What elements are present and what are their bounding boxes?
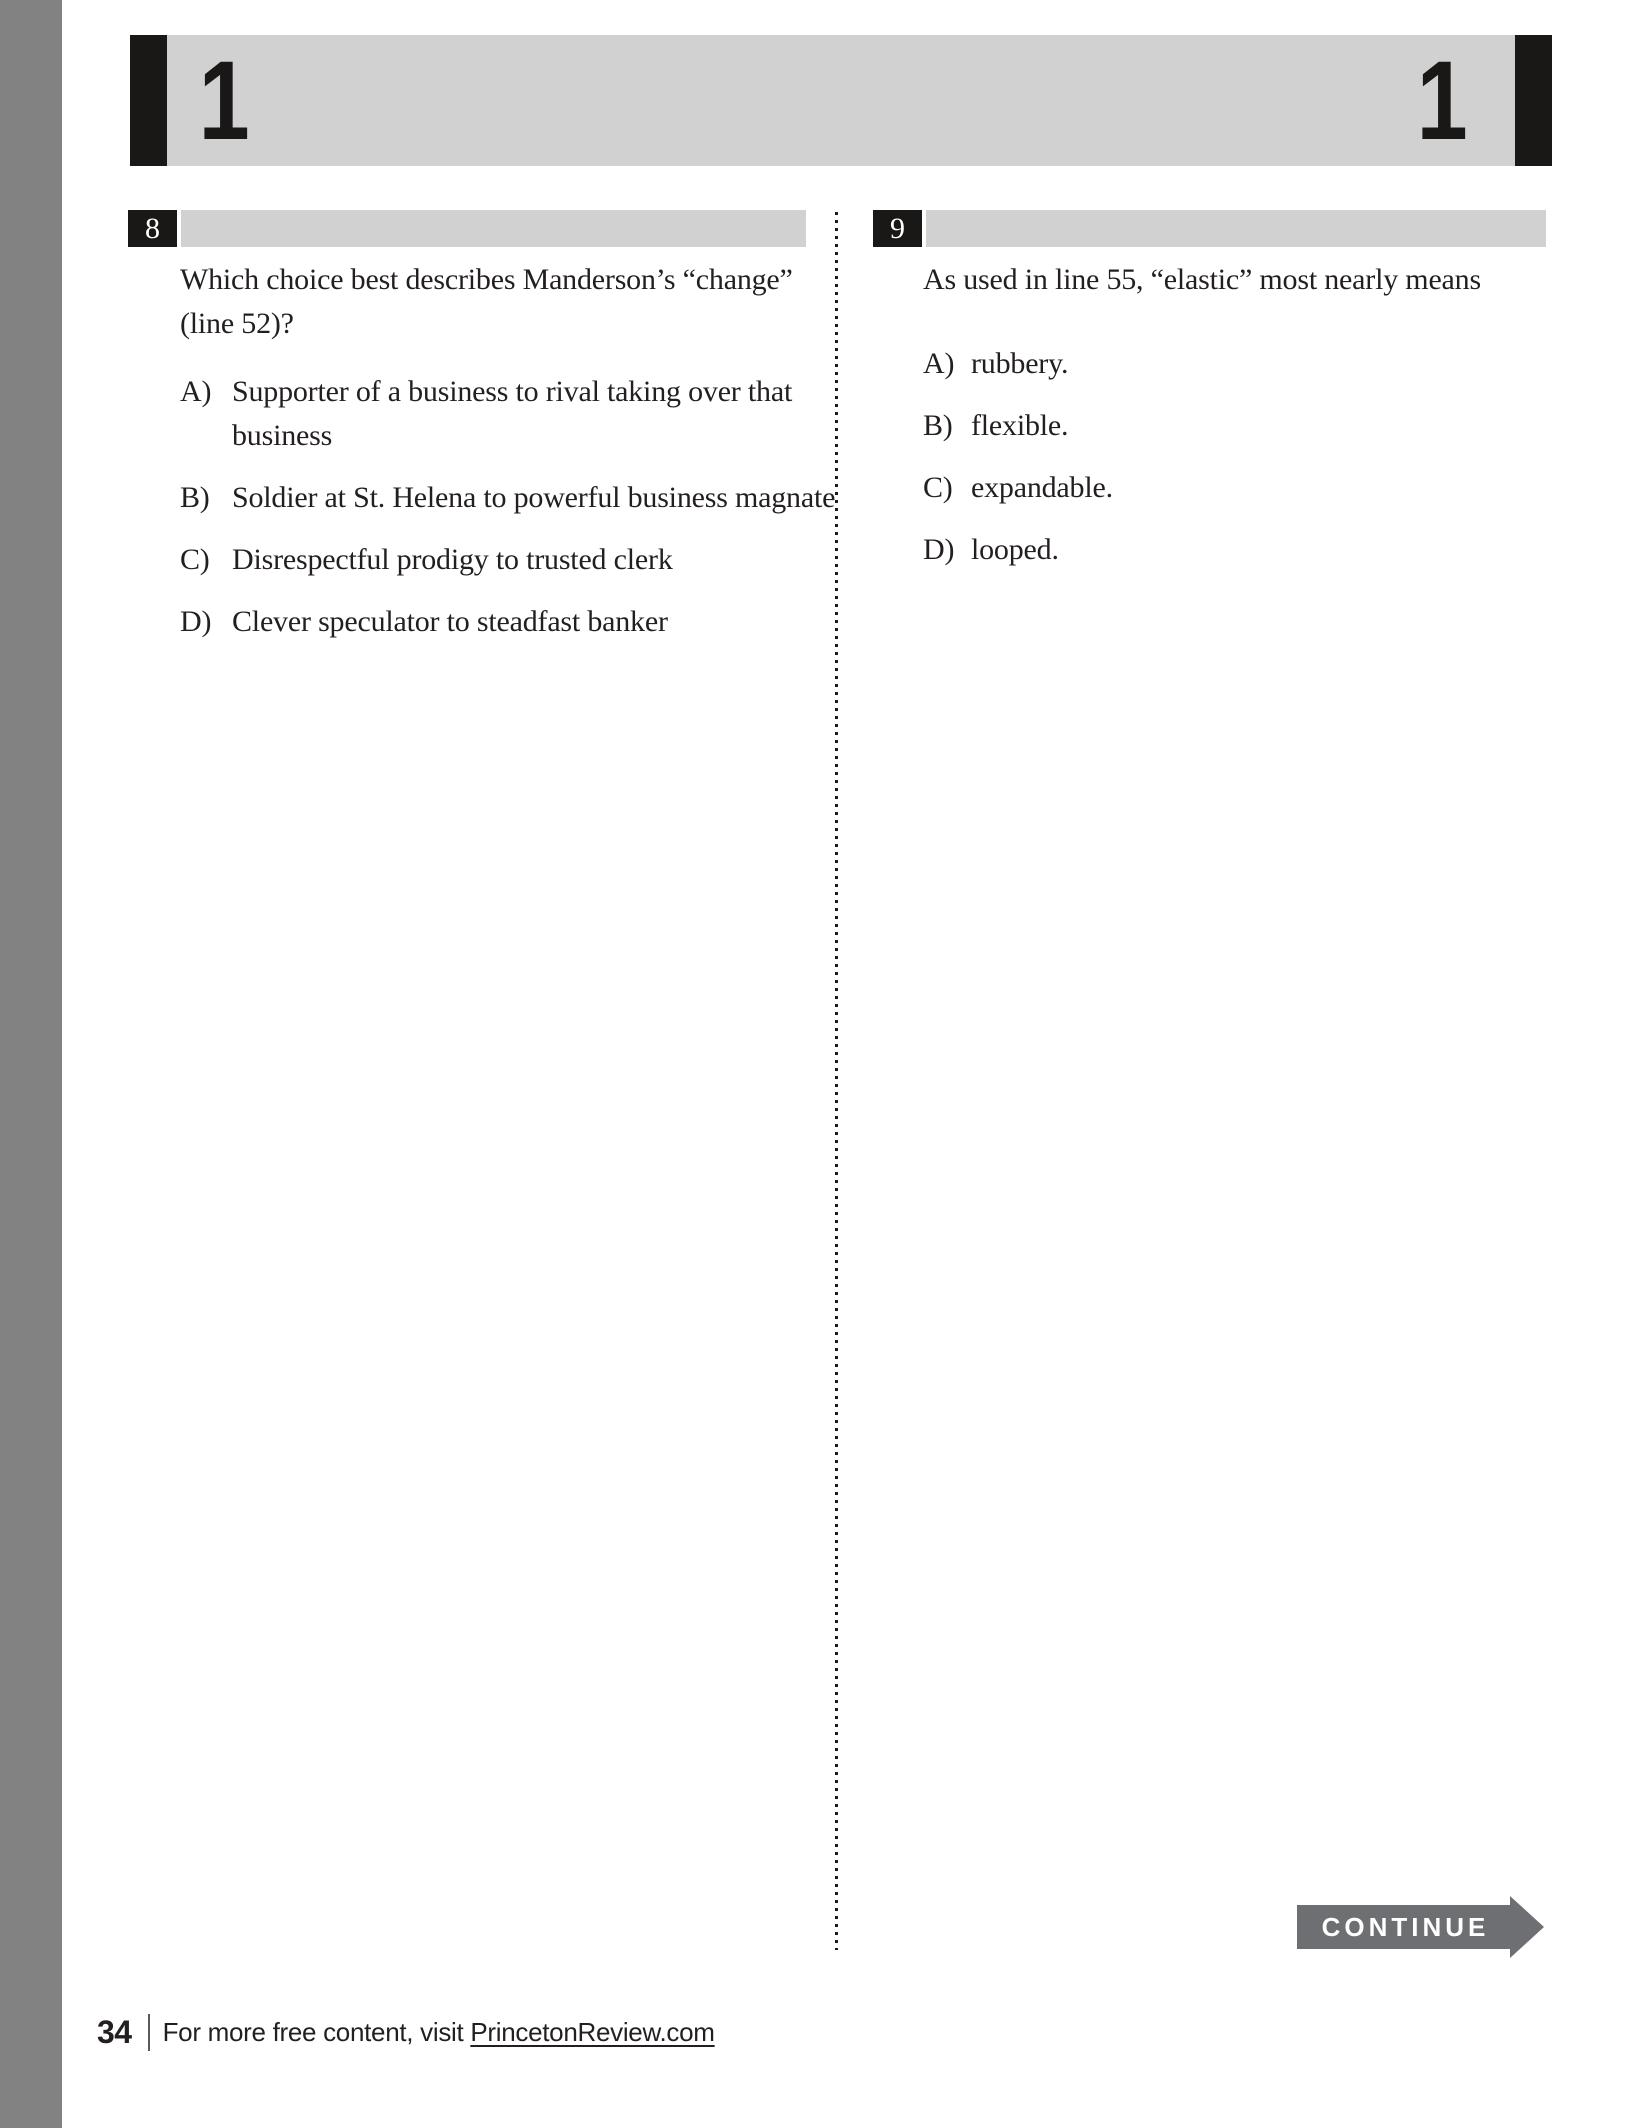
question-8-choice-b xyxy=(180,476,880,520)
choice-letter: D) xyxy=(180,605,212,638)
page-edge-strip xyxy=(0,0,62,2128)
banner-body xyxy=(167,35,1515,166)
choice-letter: C) xyxy=(923,471,953,504)
continue-label-bar xyxy=(1297,1905,1510,1949)
continue-arrow-icon xyxy=(1510,1896,1544,1958)
section-number-right: 1 xyxy=(1416,37,1468,163)
choice-text: Soldier at St. Helena to powerful business magnate xyxy=(232,481,836,514)
continue-button[interactable] xyxy=(1297,1896,1552,1958)
page-number: 34 xyxy=(97,2013,132,2050)
choice-text: expandable. xyxy=(971,471,1113,504)
footer-divider xyxy=(148,2014,150,2051)
choice-letter: D) xyxy=(923,533,955,566)
choice-text: rubbery. xyxy=(971,347,1069,380)
question-9-choice-c xyxy=(923,466,1548,510)
continue-label: CONTINUE xyxy=(1321,1911,1490,1942)
banner-right-cap xyxy=(1515,35,1552,166)
question-9-choice-a xyxy=(923,342,1548,386)
section-number-left: 1 xyxy=(198,37,250,163)
question-8-choice-a xyxy=(180,370,880,458)
question-8-stem: Which choice best describes Manderson’s “change” (line 52)? xyxy=(180,263,793,340)
question-9-bar-fill xyxy=(926,210,1546,247)
question-8-choice-d xyxy=(180,600,880,644)
choice-text: Clever speculator to steadfast banker xyxy=(232,605,668,638)
question-9-number: 9 xyxy=(873,210,922,247)
question-8-choice-c xyxy=(180,538,880,582)
question-8-bar-fill xyxy=(181,210,806,247)
question-8 xyxy=(180,258,880,644)
question-8-bar xyxy=(128,210,806,247)
banner-left-cap xyxy=(130,35,167,166)
question-9 xyxy=(923,258,1548,572)
choice-text: flexible. xyxy=(971,409,1069,442)
choice-letter: B) xyxy=(180,481,210,514)
page-footer xyxy=(97,2012,715,2052)
question-9-choice-b xyxy=(923,404,1548,448)
choice-text: Supporter of a business to rival taking over that business xyxy=(232,375,793,452)
question-9-choice-d xyxy=(923,528,1548,572)
choice-letter: C) xyxy=(180,543,210,576)
question-8-number: 8 xyxy=(128,210,177,247)
choice-letter: A) xyxy=(923,347,955,380)
question-9-stem: As used in line 55, “elastic” most nearly means xyxy=(923,263,1481,296)
choice-text: looped. xyxy=(971,533,1059,566)
choice-letter: B) xyxy=(923,409,953,442)
choice-letter: A) xyxy=(180,375,212,408)
footer-promo-text: For more free content, visit xyxy=(162,2016,471,2047)
choice-text: Disrespectful prodigy to trusted clerk xyxy=(232,543,673,576)
footer-promo-link[interactable]: PrincetonReview.com xyxy=(470,2016,715,2047)
question-9-bar xyxy=(873,210,1546,247)
section-header-banner xyxy=(130,35,1552,166)
